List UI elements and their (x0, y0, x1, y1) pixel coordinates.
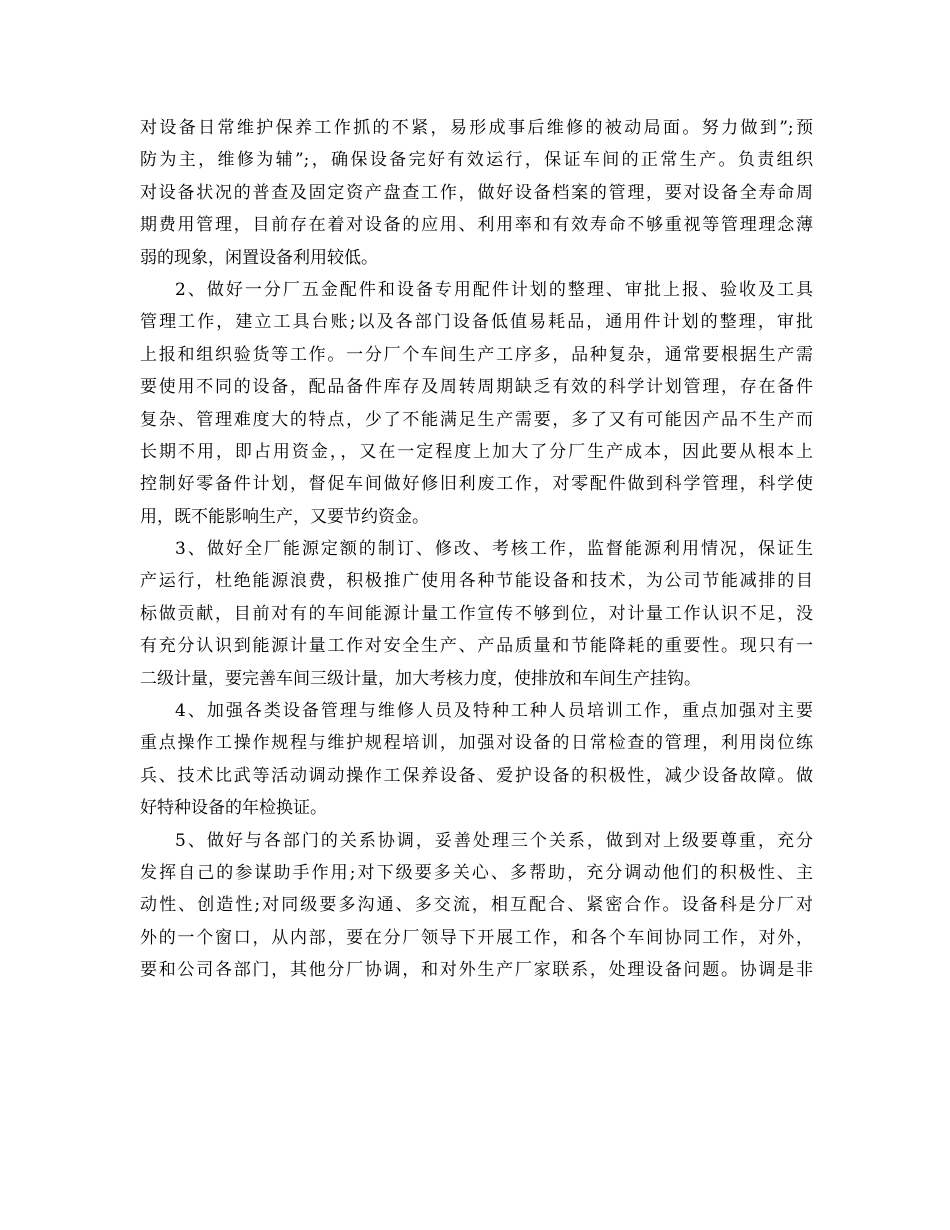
text-line: 防为主，维修为辅”;，确保设备完好有效运行，保证车间的正常生产。负责组织 (140, 150, 813, 171)
text-line: 用，既不能影响生产，又要节约资金。 (140, 506, 429, 527)
document-page (140, 112, 813, 987)
paragraph (140, 695, 813, 825)
text-line: 上报和组织验货等工作。一分厂个车间生产工序多，品种复杂，通常要根据生产需 (140, 344, 813, 365)
text-line: 弱的现象，闲置设备利用较低。 (140, 247, 378, 268)
text-line: 4、加强各类设备管理与维修人员及特种工种人员培训工作，重点加强对主要 (175, 701, 813, 722)
text-line: 重点操作工操作规程与维护规程培训，加强对设备的日常检查的管理，利用岗位练 (140, 733, 813, 754)
text-line: 3、做好全厂能源定额的制订、修改、考核工作，监督能源利用情况，保证生 (175, 539, 813, 560)
paragraph (140, 112, 813, 274)
text-line: 好特种设备的年检换证。 (140, 798, 327, 819)
text-line: 标做贡献，目前对有的车间能源计量工作宣传不够到位，对计量工作认识不足，没 (140, 603, 813, 624)
text-line: 管理工作，建立工具台账;以及各部门设备低值易耗品，通用件计划的整理，审批 (140, 312, 813, 333)
text-line: 期费用管理，目前存在着对设备的应用、利用率和有效寿命不够重视等管理理念薄 (140, 215, 813, 236)
text-line: 有充分认识到能源计量工作对安全生产、产品质量和节能降耗的重要性。现只有一 (140, 636, 813, 657)
text-line: 对设备状况的普查及固定资产盘查工作，做好设备档案的管理，要对设备全寿命周 (140, 182, 813, 203)
text-line: 发挥自己的参谋助手作用;对下级要多关心、多帮助，充分调动他们的积极性、主 (140, 862, 813, 883)
text-line: 要和公司各部门，其他分厂协调，和对外生产厂家联系，处理设备问题。协调是非 (140, 960, 813, 981)
text-line: 5、做好与各部门的关系协调，妥善处理三个关系，做到对上级要尊重，充分 (175, 830, 813, 851)
text-line: 二级计量，要完善车间三级计量，加大考核力度，使排放和车间生产挂钩。 (140, 668, 701, 689)
text-line: 控制好零备件计划，督促车间做好修旧利废工作，对零配件做到科学管理，科学使 (140, 474, 813, 495)
text-line: 对设备日常维护保养工作抓的不紧，易形成事后维修的被动局面。努力做到”;预 (140, 118, 813, 138)
text-line: 兵、技术比武等活动调动操作工保养设备、爱护设备的积极性，减少设备故障。做 (140, 765, 813, 786)
text-line: 外的一个窗口，从内部，要在分厂领导下开展工作，和各个车间协同工作，对外， (140, 927, 813, 948)
text-line: 2、做好一分厂五金配件和设备专用配件计划的整理、审批上报、验收及工具 (175, 279, 813, 300)
text-line: 复杂、管理难度大的特点，少了不能满足生产需要，多了又有可能因产品不生产而 (140, 409, 813, 430)
text-line: 产运行，杜绝能源浪费，积极推广使用各种节能设备和技术，为公司节能减排的目 (140, 571, 813, 592)
text-line: 长期不用，即占用资金，，又在一定程度上加大了分厂生产成本，因此要从根本上 (140, 441, 813, 462)
text-line: 要使用不同的设备，配品备件库存及周转周期缺乏有效的科学计划管理，存在备件 (140, 377, 813, 398)
paragraph (140, 533, 813, 695)
paragraph (140, 825, 813, 987)
paragraph (140, 274, 813, 533)
text-line: 动性、创造性;对同级要多沟通、多交流，相互配合、紧密合作。设备科是分厂对 (140, 895, 813, 916)
